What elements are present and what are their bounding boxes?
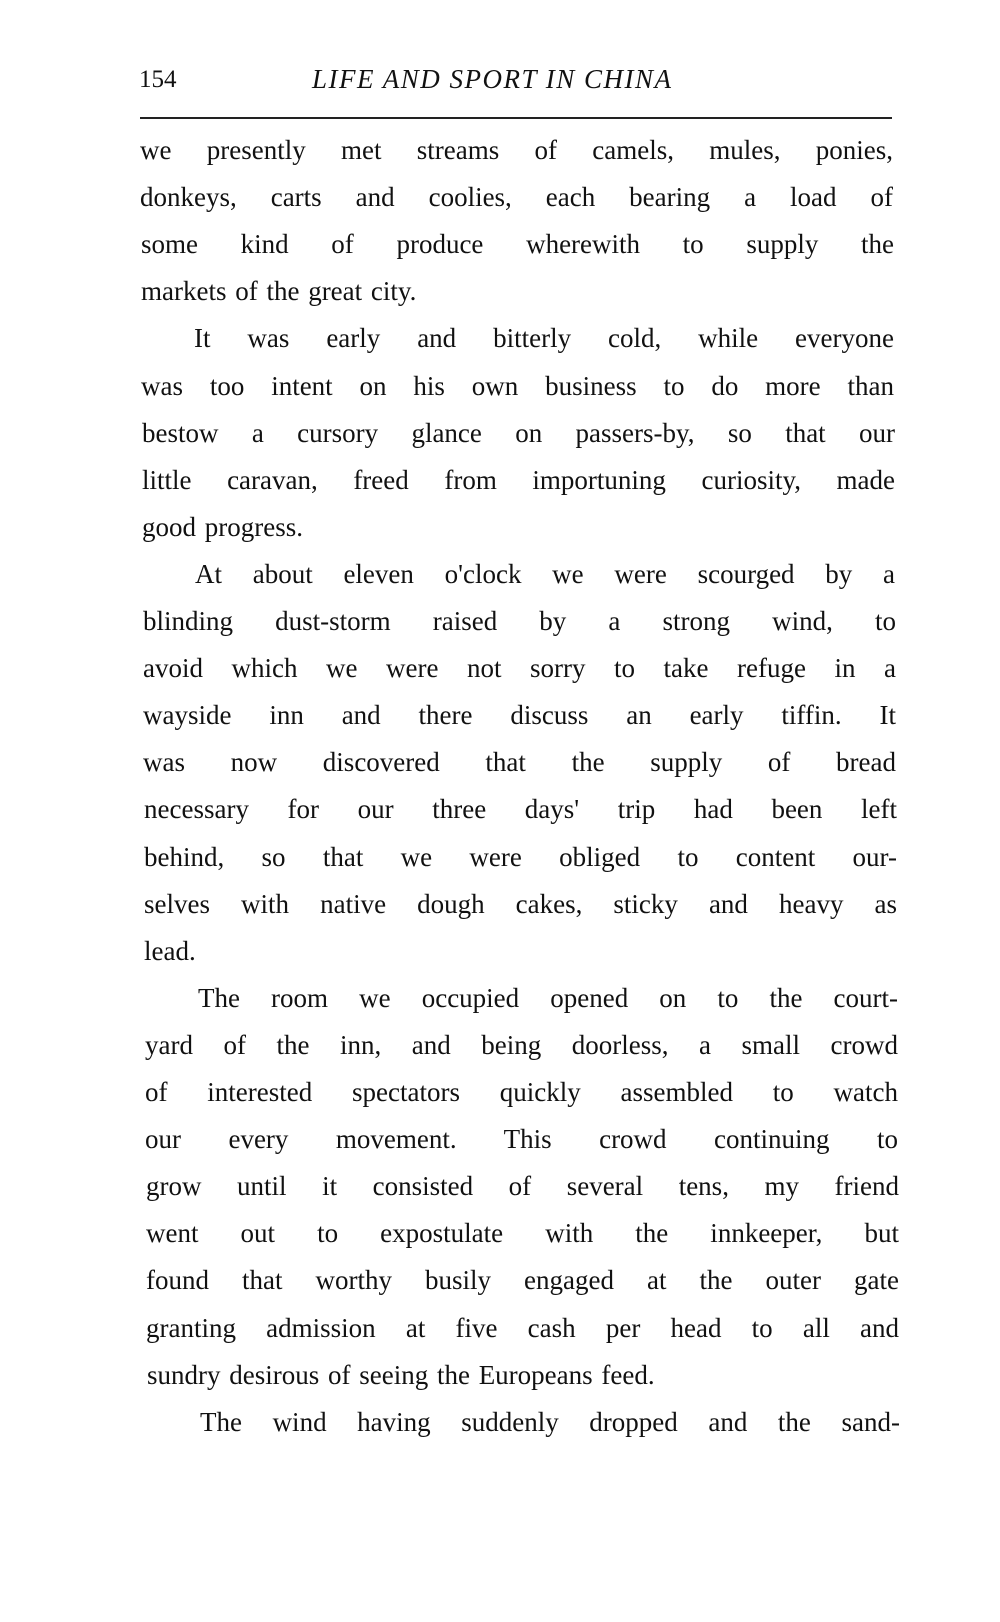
text-line: little caravan, freed from importuning curiosity, made [142, 464, 895, 495]
text-line: yard of the inn, and being doorless, a small crowd [145, 1029, 898, 1060]
text-line: markets of the great city. [141, 276, 417, 307]
text-line: selves with native dough cakes, sticky and heavy as [144, 888, 897, 919]
text-line: went out to expostulate with the innkeeper, but [146, 1218, 899, 1249]
text-line: was now discovered that the supply of bread [143, 747, 896, 778]
text-line: blinding dust-storm raised by a strong wind, to [143, 606, 896, 636]
text-line: some kind of produce wherewith to supply the [141, 229, 894, 260]
text-line: necessary for our three days' trip had been left [144, 794, 897, 825]
text-line: our every movement. This crowd continuing to [145, 1124, 898, 1155]
text-line: donkeys, carts and coolies, each bearing a load of [140, 182, 893, 213]
text-line: sundry desirous of seeing the Europeans feed. [147, 1359, 655, 1390]
text-line: wayside inn and there discuss an early tiffin. It [143, 700, 896, 731]
text-line: granting admission at five cash per head to all and [146, 1312, 899, 1343]
text-line: lead. [144, 935, 196, 966]
text-line: of interested spectators quickly assembled to watch [145, 1077, 898, 1107]
text-line: was too intent on his own business to do more than [141, 370, 894, 401]
text-line: At about eleven o'clock we were scourged by a [195, 558, 895, 589]
text-line: found that worthy busily engaged at the outer gate [146, 1265, 899, 1296]
text-line: we presently met streams of camels, mules, ponies, [140, 135, 893, 165]
text-line: The room we occupied opened on to the court- [198, 982, 898, 1013]
text-line: grow until it consisted of several tens, my friend [146, 1171, 899, 1202]
text-line: behind, so that we were obliged to content our- [144, 841, 897, 872]
text-line: It was early and bitterly cold, while everyone [194, 323, 894, 354]
header-rule [140, 117, 892, 119]
text-line: bestow a cursory glance on passers-by, so that our [142, 417, 895, 448]
text-line: The wind having suddenly dropped and the sand- [200, 1406, 900, 1437]
running-head: LIFE AND SPORT IN CHINA [312, 64, 673, 94]
page-number: 154 [139, 66, 177, 93]
text-line: good progress. [142, 511, 303, 542]
text-line: avoid which we were not sorry to take refuge in a [143, 653, 896, 684]
